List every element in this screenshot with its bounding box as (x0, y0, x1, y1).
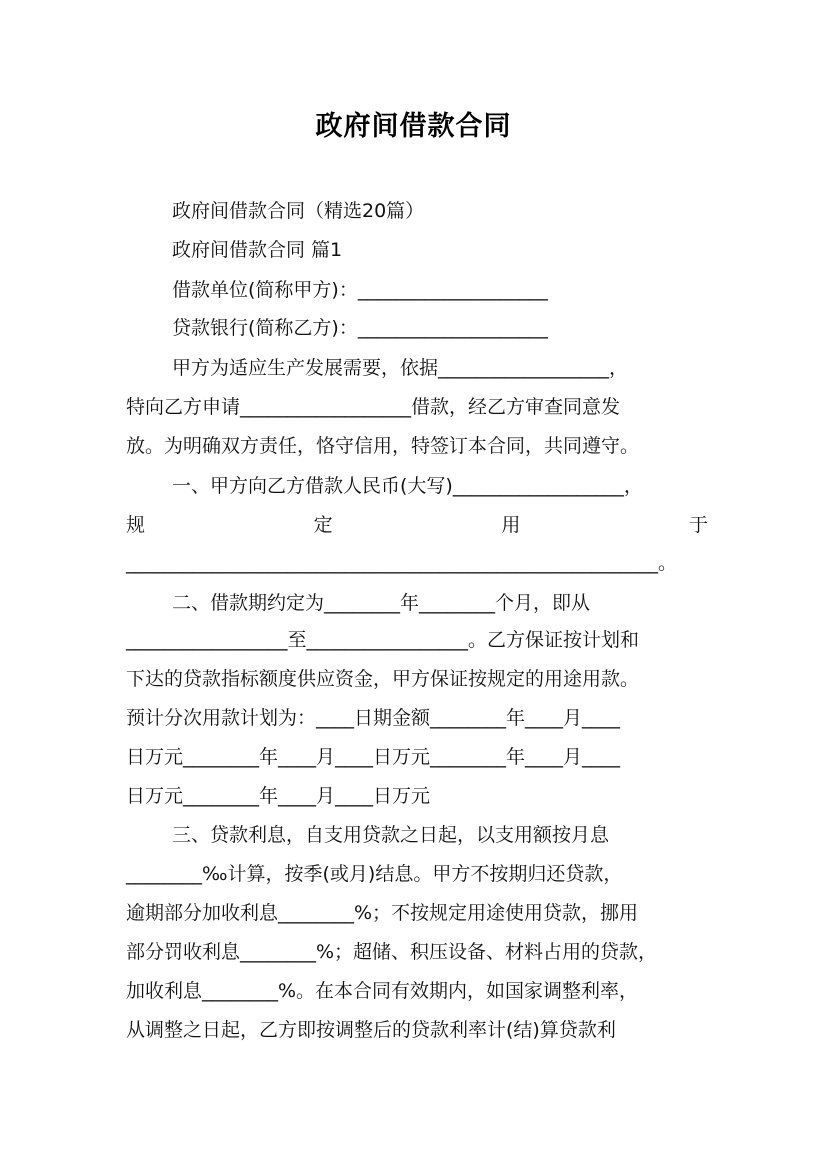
body-line: 甲方为适应生产发展需要，依据__________________， (172, 357, 629, 379)
body-line: 日万元________年____月____日万元________年____月____ (126, 746, 621, 768)
body-line: 下达的贷款指标额度供应资金，甲方保证按规定的用途用款。 (126, 668, 640, 690)
body-line: 部分罚收利息________%；超储、积压设备、材料占用的贷款， (126, 941, 658, 963)
lender-line: 贷款银行(简称乙方)：____________________ (172, 317, 548, 339)
spread-char: 规 (126, 514, 146, 536)
spread-char: 定 (313, 514, 333, 536)
body-line: 日万元________年____月____日万元 (126, 785, 431, 807)
spread-line (126, 513, 708, 537)
body-line: 加收利息________%。在本合同有效期内，如国家调整利率， (126, 980, 639, 1002)
clause-two-line: 二、借款期约定为________年________个月，即从 (172, 592, 591, 614)
body-line: 从调整之日起，乙方即按调整后的贷款利率计(结)算贷款利 (126, 1019, 616, 1041)
spread-char: 于 (688, 514, 708, 536)
body-line: _________________至_________________。乙方保证按计划和 (126, 629, 640, 651)
borrower-line: 借款单位(简称甲方)：____________________ (172, 279, 548, 301)
spread-char: 用 (501, 514, 521, 536)
section-heading: 政府间借款合同 篇1 (172, 239, 343, 261)
body-line: ________‰计算，按季(或月)结息。甲方不按期归还贷款， (126, 863, 623, 885)
body-line: 放。为明确双方责任，恪守信用，特签订本合同，共同遵守。 (126, 435, 640, 457)
subtitle-line: 政府间借款合同（精选20篇） (172, 200, 425, 222)
body-line: 特向乙方申请__________________借款，经乙方审查同意发 (126, 396, 621, 418)
blank-line: ________________________________________________________。 (126, 552, 678, 574)
clause-one-line: 一、甲方向乙方借款人民币(大写)__________________， (172, 475, 643, 497)
body-line: 逾期部分加收利息________%；不按规定用途使用贷款，挪用 (126, 902, 639, 924)
clause-three-line: 三、贷款利息，自支用贷款之日起，以支用额按月息 (172, 824, 610, 846)
body-line: 预计分次用款计划为：____日期金额________年____月____ (126, 707, 621, 729)
document-title: 政府间借款合同 (315, 111, 512, 142)
